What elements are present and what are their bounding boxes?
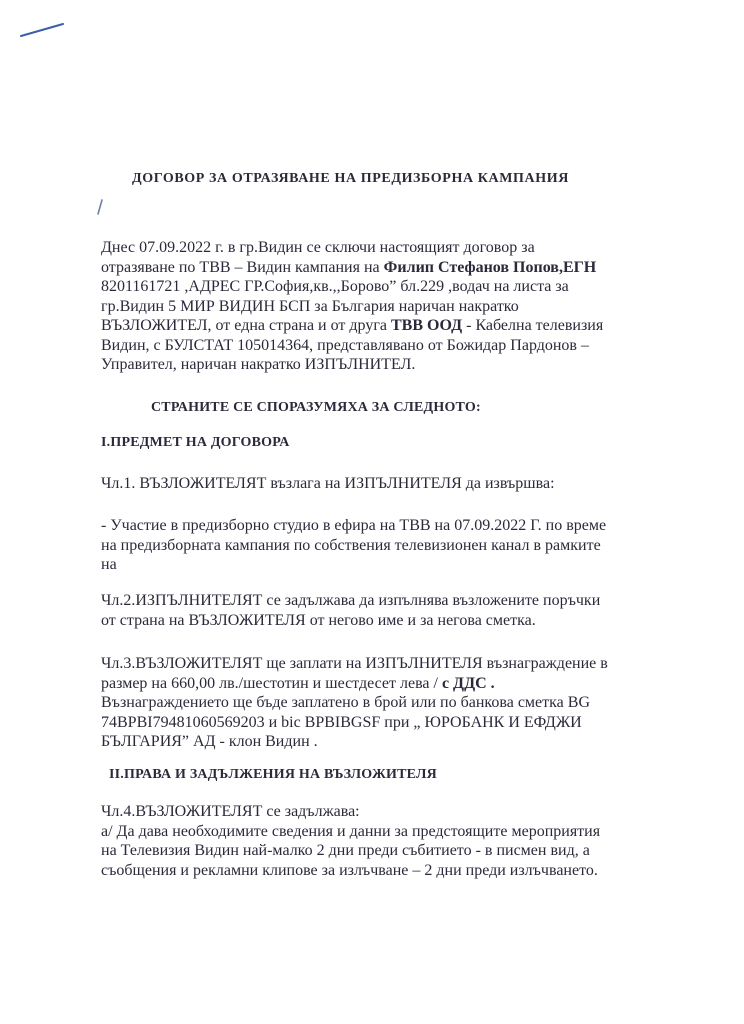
article-line: Възнаграждението ще бъде заплатено в брой или по банкова сметка BG: [101, 694, 590, 711]
section-heading: II.ПРАВА И ЗАДЪЛЖЕНИЯ НА ВЪЗЛОЖИТЕЛЯ: [109, 767, 437, 782]
intro-line: гр.Видин 5 МИР ВИДИН БСП за България наричан накратко: [101, 297, 519, 315]
article-line: съобщения и рекламни клипове за излъчване – 2 дни преди излъчването.: [101, 861, 598, 879]
agreement-heading: СТРАНИТЕ СЕ СПОРАЗУМЯХА ЗА СЛЕДНОТО:: [151, 400, 481, 415]
article-line: Чл.2.ИЗПЪЛНИТЕЛЯТ се задължава да изпълнява възложените поръчки: [101, 592, 601, 609]
document-title: ДОГОВОР ЗА ОТРАЗЯВАНЕ НА ПРЕДИЗБОРНА КАМПАНИЯ: [132, 171, 569, 186]
article-line: от страна на ВЪЗЛОЖИТЕЛЯ от негово име и за негова сметка.: [101, 611, 536, 629]
intro-text: ВЪЗЛОЖИТЕЛ, от една страна и от друга: [101, 317, 391, 334]
contractor-name: ТВВ ООД: [390, 317, 463, 334]
intro-line: [101, 316, 661, 336]
intro-text: - Кабелна телевизия: [462, 317, 604, 334]
article-line: [101, 674, 661, 694]
article-line: 74BPBI79481060569203 и bic BPBIBGSF при „ ЮРОБАНК И ЕФДЖИ: [101, 713, 582, 731]
intro-text: отразяване по ТВВ – Видин кампания на: [101, 258, 384, 276]
article-line: - Участие в предизборно студио в ефира на ТВВ на 07.09.2022 Г. по време: [101, 517, 607, 534]
article-2: [101, 591, 661, 630]
intro-line: Днес 07.09.2022 г. в гр.Видин се сключи настоящият договор за: [101, 239, 535, 256]
intro-line: [101, 258, 661, 278]
pen-stroke-mark: [96, 199, 104, 215]
article-line: Чл.3.ВЪЗЛОЖИТЕЛЯТ ще заплати на ИЗПЪЛНИТЕЛЯ възнаграждение в: [101, 655, 608, 672]
intro-paragraph: [101, 238, 661, 375]
intro-line: Управител, наричан накратко ИЗПЪЛНИТЕЛ.: [101, 356, 416, 373]
intro-line: 8201161721 ,АДРЕС ГР.София,кв.,,Борово” бл.229 ,водач на листа за: [101, 278, 569, 295]
article-1-item: [101, 516, 661, 575]
article-line: на: [101, 556, 117, 573]
article-line: Чл.1. ВЪЗЛОЖИТЕЛЯТ възлага на ИЗПЪЛНИТЕЛЯ да извършва:: [101, 475, 555, 492]
article-line: БЪЛГАРИЯ” АД - клон Видин .: [101, 733, 318, 750]
article-3: [101, 654, 661, 752]
section-heading: I.ПРЕДМЕТ НА ДОГОВОРА: [101, 435, 290, 450]
article-text: размер на 660,00 лв./шестотин и шестдесет лева /: [101, 674, 442, 692]
client-name: Филип Стефанов Попов,ЕГН: [383, 258, 597, 276]
article-4: [101, 802, 661, 880]
article-1: [101, 474, 661, 494]
article-line: а/ Да дава необходимите сведения и данни за предстоящите мероприятия: [101, 822, 601, 840]
article-line: Чл.4.ВЪЗЛОЖИТЕЛЯТ се задължава:: [101, 803, 360, 820]
vat-note: с ДДС .: [441, 674, 495, 692]
article-line: на предизборната кампания по собствения телевизионен канал в рамките: [101, 536, 601, 554]
article-line: на Телевизия Видин най-малко 2 дни преди събитието - в писмен вид, а: [101, 842, 590, 859]
pen-stroke-mark: [19, 22, 65, 38]
intro-line: Видин, с БУЛСТАТ 105014364, представлявано от Божидар Пардонов –: [101, 336, 589, 354]
